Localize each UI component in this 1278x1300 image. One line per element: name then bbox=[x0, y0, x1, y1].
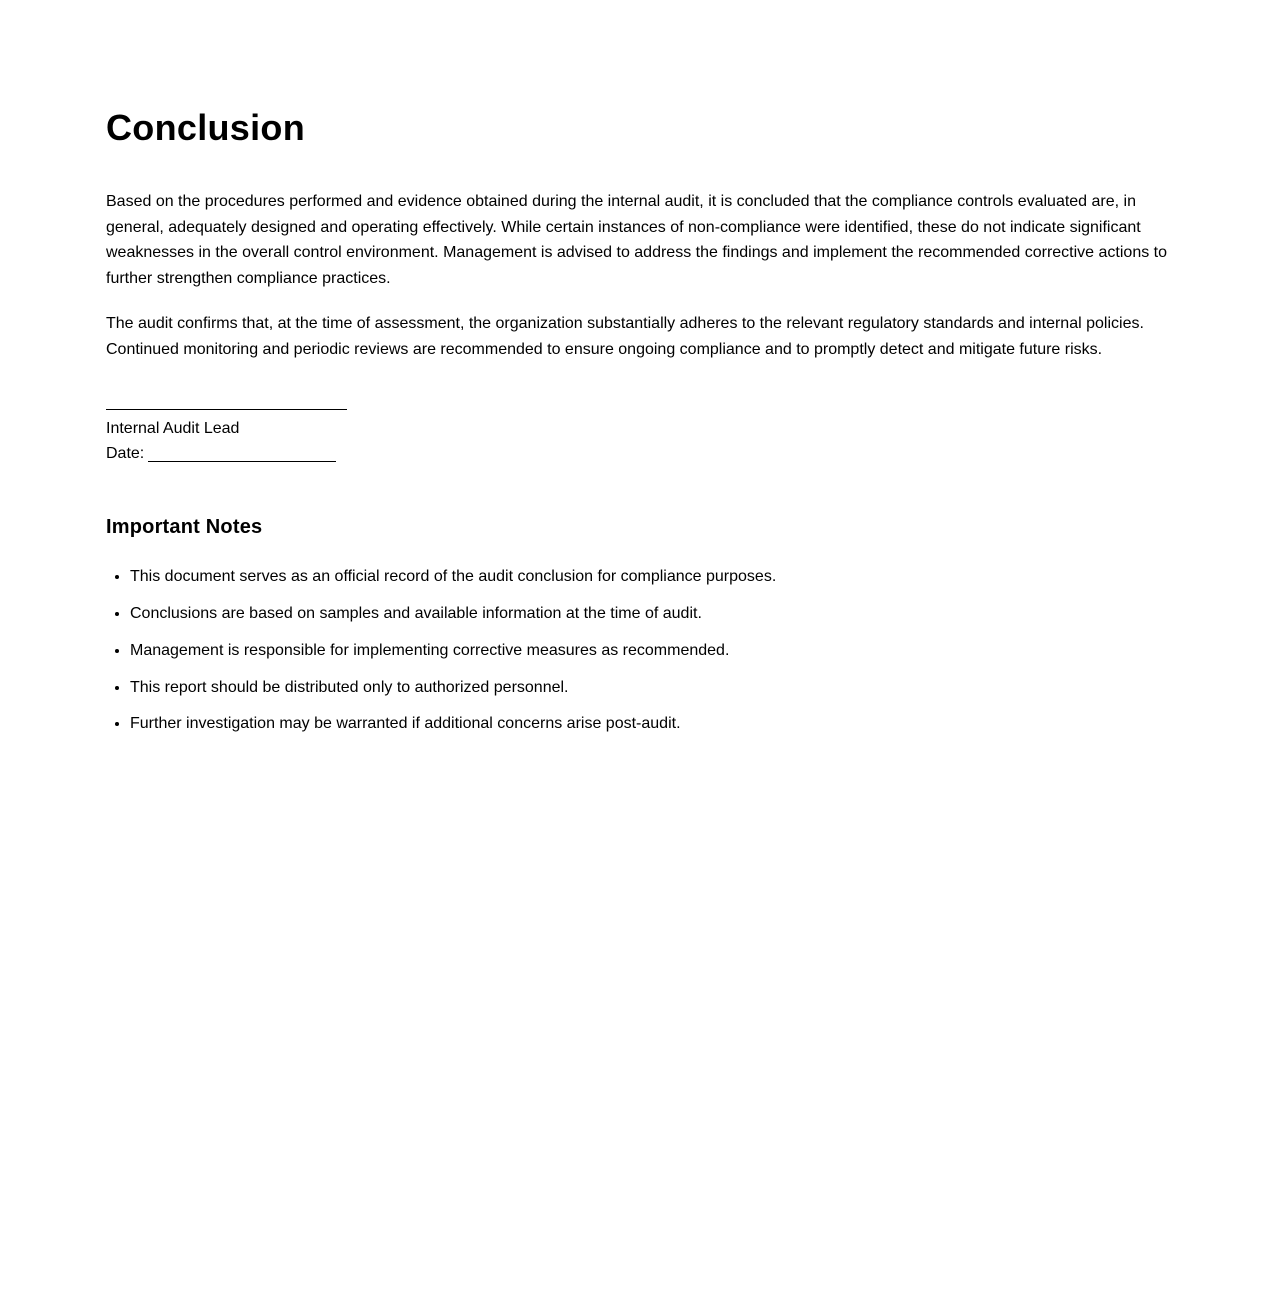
signature-line bbox=[106, 409, 347, 410]
date-row bbox=[106, 441, 1172, 466]
notes-heading: Important Notes bbox=[106, 516, 263, 539]
list-item: • Conclusions are based on samples and available information at the time of audit. bbox=[130, 604, 1172, 624]
conclusion-paragraph: Based on the procedures performed and evidence obtained during the internal audit, it is concluded that the compliance controls evaluated are, in general, adequately designed and operating effectively. While certain instances of non-compliance were identified, these do not indicate significant weaknesses in the overall control environment. Management is advised to address the findings and implement the recommended corrective actions to further strengthen compliance practices. bbox=[106, 193, 1168, 288]
signatory-role: Internal Audit Lead bbox=[106, 420, 240, 438]
list-item: • This report should be distributed only to authorized personnel. bbox=[130, 678, 1172, 698]
date-label: Date: bbox=[106, 445, 145, 463]
page-title: Conclusion bbox=[106, 107, 305, 148]
list-item: • Further investigation may be warranted if additional concerns arise post-audit. bbox=[130, 714, 1172, 734]
signature-block bbox=[106, 409, 1172, 466]
list-item: • This document serves as an official record of the audit conclusion for compliance purposes. bbox=[130, 567, 1172, 587]
list-item: • Management is responsible for implementing corrective measures as recommended. bbox=[130, 641, 1172, 661]
conclusion-paragraph: The audit confirms that, at the time of assessment, the organization substantially adheres to the relevant regulatory standards and internal policies. Continued monitoring and periodic reviews are recommended to ensure ongoing compliance and to promptly detect and mitigate future risks. bbox=[106, 314, 1144, 358]
notes-list bbox=[106, 567, 1172, 734]
date-blank-line bbox=[148, 443, 336, 462]
